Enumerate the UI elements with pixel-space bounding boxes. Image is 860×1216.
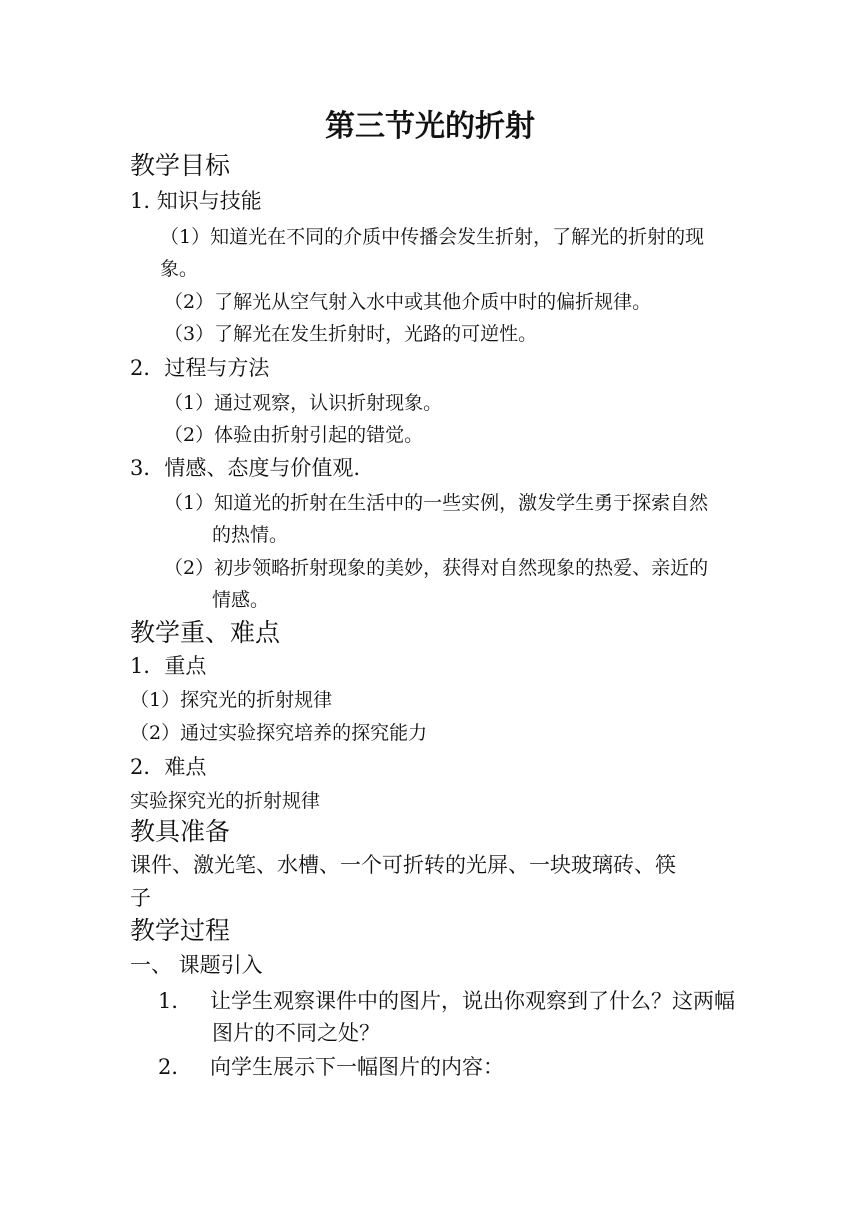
- goal-emotion-item-2-line-1: （2）初步领略折射现象的美妙，获得对自然现象的热爱、亲近的: [164, 557, 709, 579]
- process-step-1-line-2: 图片的不同之处？: [212, 1021, 380, 1045]
- subheading-knowledge: 1. 知识与技能: [130, 189, 262, 213]
- subheading-process-method: 2．过程与方法: [130, 356, 270, 380]
- goal-emotion-item-2-line-2: 情感。: [212, 589, 270, 611]
- subheading-intro: 一、 课题引入: [130, 953, 263, 977]
- goal-emotion-item-1-line-2: 的热情。: [212, 524, 289, 546]
- goal-knowledge-item-1-line-2: 象。: [160, 258, 199, 280]
- step-number: 1．: [158, 989, 193, 1013]
- materials-line-1: 课件、激光笔、水槽、一个可折转的光屏、一块玻璃砖、筷: [130, 853, 676, 877]
- goal-emotion-item-1-line-1: （1）知道光的折射在生活中的一些实例，激发学生勇于探索自然: [164, 492, 709, 514]
- goal-process-item-1: （1）通过观察，认识折射现象。: [164, 392, 443, 414]
- goal-knowledge-item-3: （3）了解光在发生折射时，光路的可逆性。: [164, 323, 538, 345]
- goal-process-item-2: （2）体验由折射引起的错觉。: [164, 424, 424, 446]
- goal-knowledge-item-2: （2）了解光从空气射入水中或其他介质中时的偏折规律。: [164, 291, 652, 313]
- section-heading-materials: 教具准备: [130, 817, 231, 846]
- difficulty-item-1: 实验探究光的折射规律: [130, 790, 321, 812]
- step-text: 让学生观察课件中的图片，说出你观察到了什么？这两幅: [210, 989, 735, 1013]
- subheading-difficulty: 2．难点: [130, 755, 207, 779]
- goal-knowledge-item-1-line-1: （1）知道光在不同的介质中传播会发生折射，了解光的折射的现: [160, 226, 705, 248]
- section-heading-goals: 教学目标: [130, 151, 231, 180]
- process-step-1-line-1: [158, 991, 735, 1012]
- focus-item-1: （1）探究光的折射规律: [130, 689, 333, 711]
- process-step-2-line-1: [158, 1057, 504, 1078]
- subheading-focus: 1．重点: [130, 654, 207, 678]
- section-heading-keypoints: 教学重、难点: [130, 618, 281, 647]
- step-text: 向学生展示下一幅图片的内容：: [210, 1055, 504, 1079]
- focus-item-2: （2）通过实验探究培养的探究能力: [130, 722, 428, 744]
- step-number: 2．: [158, 1055, 193, 1079]
- section-heading-process: 教学过程: [130, 916, 231, 945]
- page-title: 第三节光的折射: [325, 109, 535, 144]
- materials-line-2: 子: [130, 886, 151, 910]
- subheading-emotion-attitude: 3．情感、态度与价值观.: [130, 456, 361, 480]
